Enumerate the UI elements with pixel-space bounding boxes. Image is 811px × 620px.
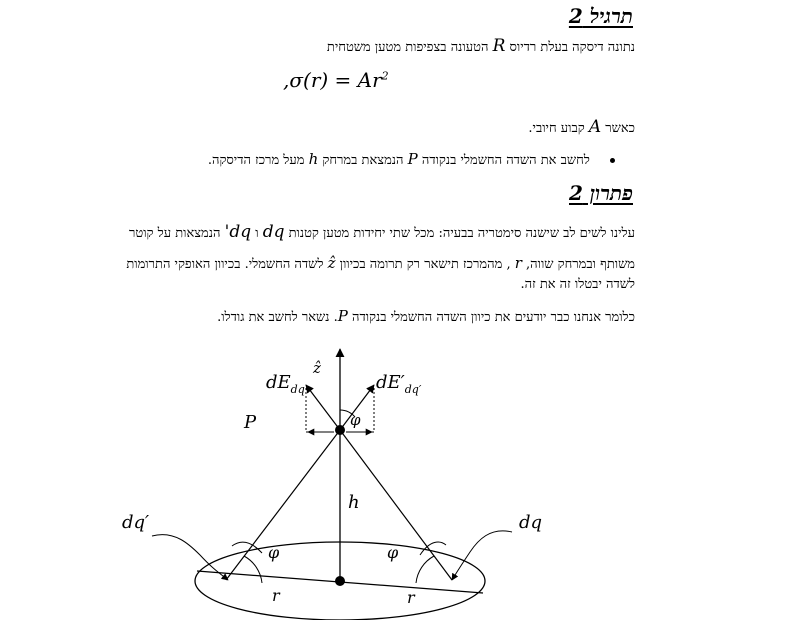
exercise-line-1-rest: הטעונה בצפיפות מטען משטחית — [326, 40, 489, 55]
solution-line-4-a: כלומר אנחנו כבר יודעים את כיוון השדה החשמלי בנקודה — [351, 310, 635, 325]
solution-line-1-a: עלינו לשים לב שישנה סימטריה בבעיה: מכל שתי יחידות מטען קטנות — [288, 226, 635, 241]
constant-var: A — [588, 117, 602, 137]
r-right-label: r — [407, 588, 415, 607]
phi-left-label: φ — [268, 543, 280, 562]
dq-prime-pointer — [152, 535, 228, 580]
r-left-label: r — [272, 586, 280, 605]
line-p-to-dq-prime — [226, 430, 340, 580]
exercise-title: תרגיל 2 — [568, 4, 633, 28]
solution-line-1-b: הנמצאות על קוטר — [128, 226, 221, 241]
point-var: P — [407, 150, 418, 168]
r-var: r — [514, 254, 522, 272]
phi-arc-left — [244, 556, 262, 583]
phi-top-label: φ — [350, 411, 361, 429]
dE-dq-arrow — [306, 385, 340, 430]
exercise-line-2-rest: קבוע חיובי. — [528, 121, 585, 136]
point-p-label: P — [244, 412, 257, 433]
phi-arc-right — [416, 556, 434, 583]
radius-var: R — [492, 36, 506, 56]
dE-dq-prime-label: $dE'_{dq'}$ — [376, 372, 422, 396]
dq-var: dq — [262, 222, 285, 242]
bullet-text-a: לחשב את השדה החשמלי בנקודה — [421, 153, 590, 168]
bullet-text-b: הנמצאת במרחק — [322, 153, 404, 168]
formula-prefix: , — [283, 68, 290, 92]
height-label: h — [348, 492, 360, 513]
dq-prime-var: dq' — [224, 222, 252, 242]
z-hat-var: ẑ — [327, 254, 336, 272]
phi-right-label: φ — [387, 543, 399, 562]
dq-label: dq — [519, 512, 543, 533]
disk-center-point — [335, 576, 345, 586]
solution-line-2-c: לשדה החשמלי. בכיוון האופקי התרומות — [126, 257, 324, 272]
point-p-var: P — [337, 307, 348, 325]
height-var: h — [308, 150, 319, 168]
bullet-text-c: מעל מרכז הדיסקה. — [207, 153, 305, 168]
solution-line-2-b: , מהמרכז תישאר רק תרומה בכיוון — [339, 257, 511, 272]
z-hat-label: ẑ — [313, 359, 321, 377]
dE-dq-label: $dE_{dq}$ — [266, 372, 305, 396]
solution-line-2-a: משותף ובמרחק שווה, — [526, 257, 635, 272]
solution-title: פתרון 2 — [569, 181, 633, 205]
solution-line-4-b: . נשאר לחשב את גודלו. — [217, 310, 338, 325]
solution-line-3: לשדה יבטלו זה את זה. — [520, 277, 635, 292]
formula-body: σ(r) = Ar — [289, 68, 382, 92]
dq-prime-label: dq′ — [122, 512, 150, 533]
exercise-line-2-prefix: כאשר — [605, 121, 635, 136]
solution-line-1-and: ו — [255, 226, 259, 241]
exercise-line-1-text: נתונה דיסקה בעלת רדיוס — [509, 40, 635, 55]
formula-exponent: 2 — [381, 69, 389, 83]
